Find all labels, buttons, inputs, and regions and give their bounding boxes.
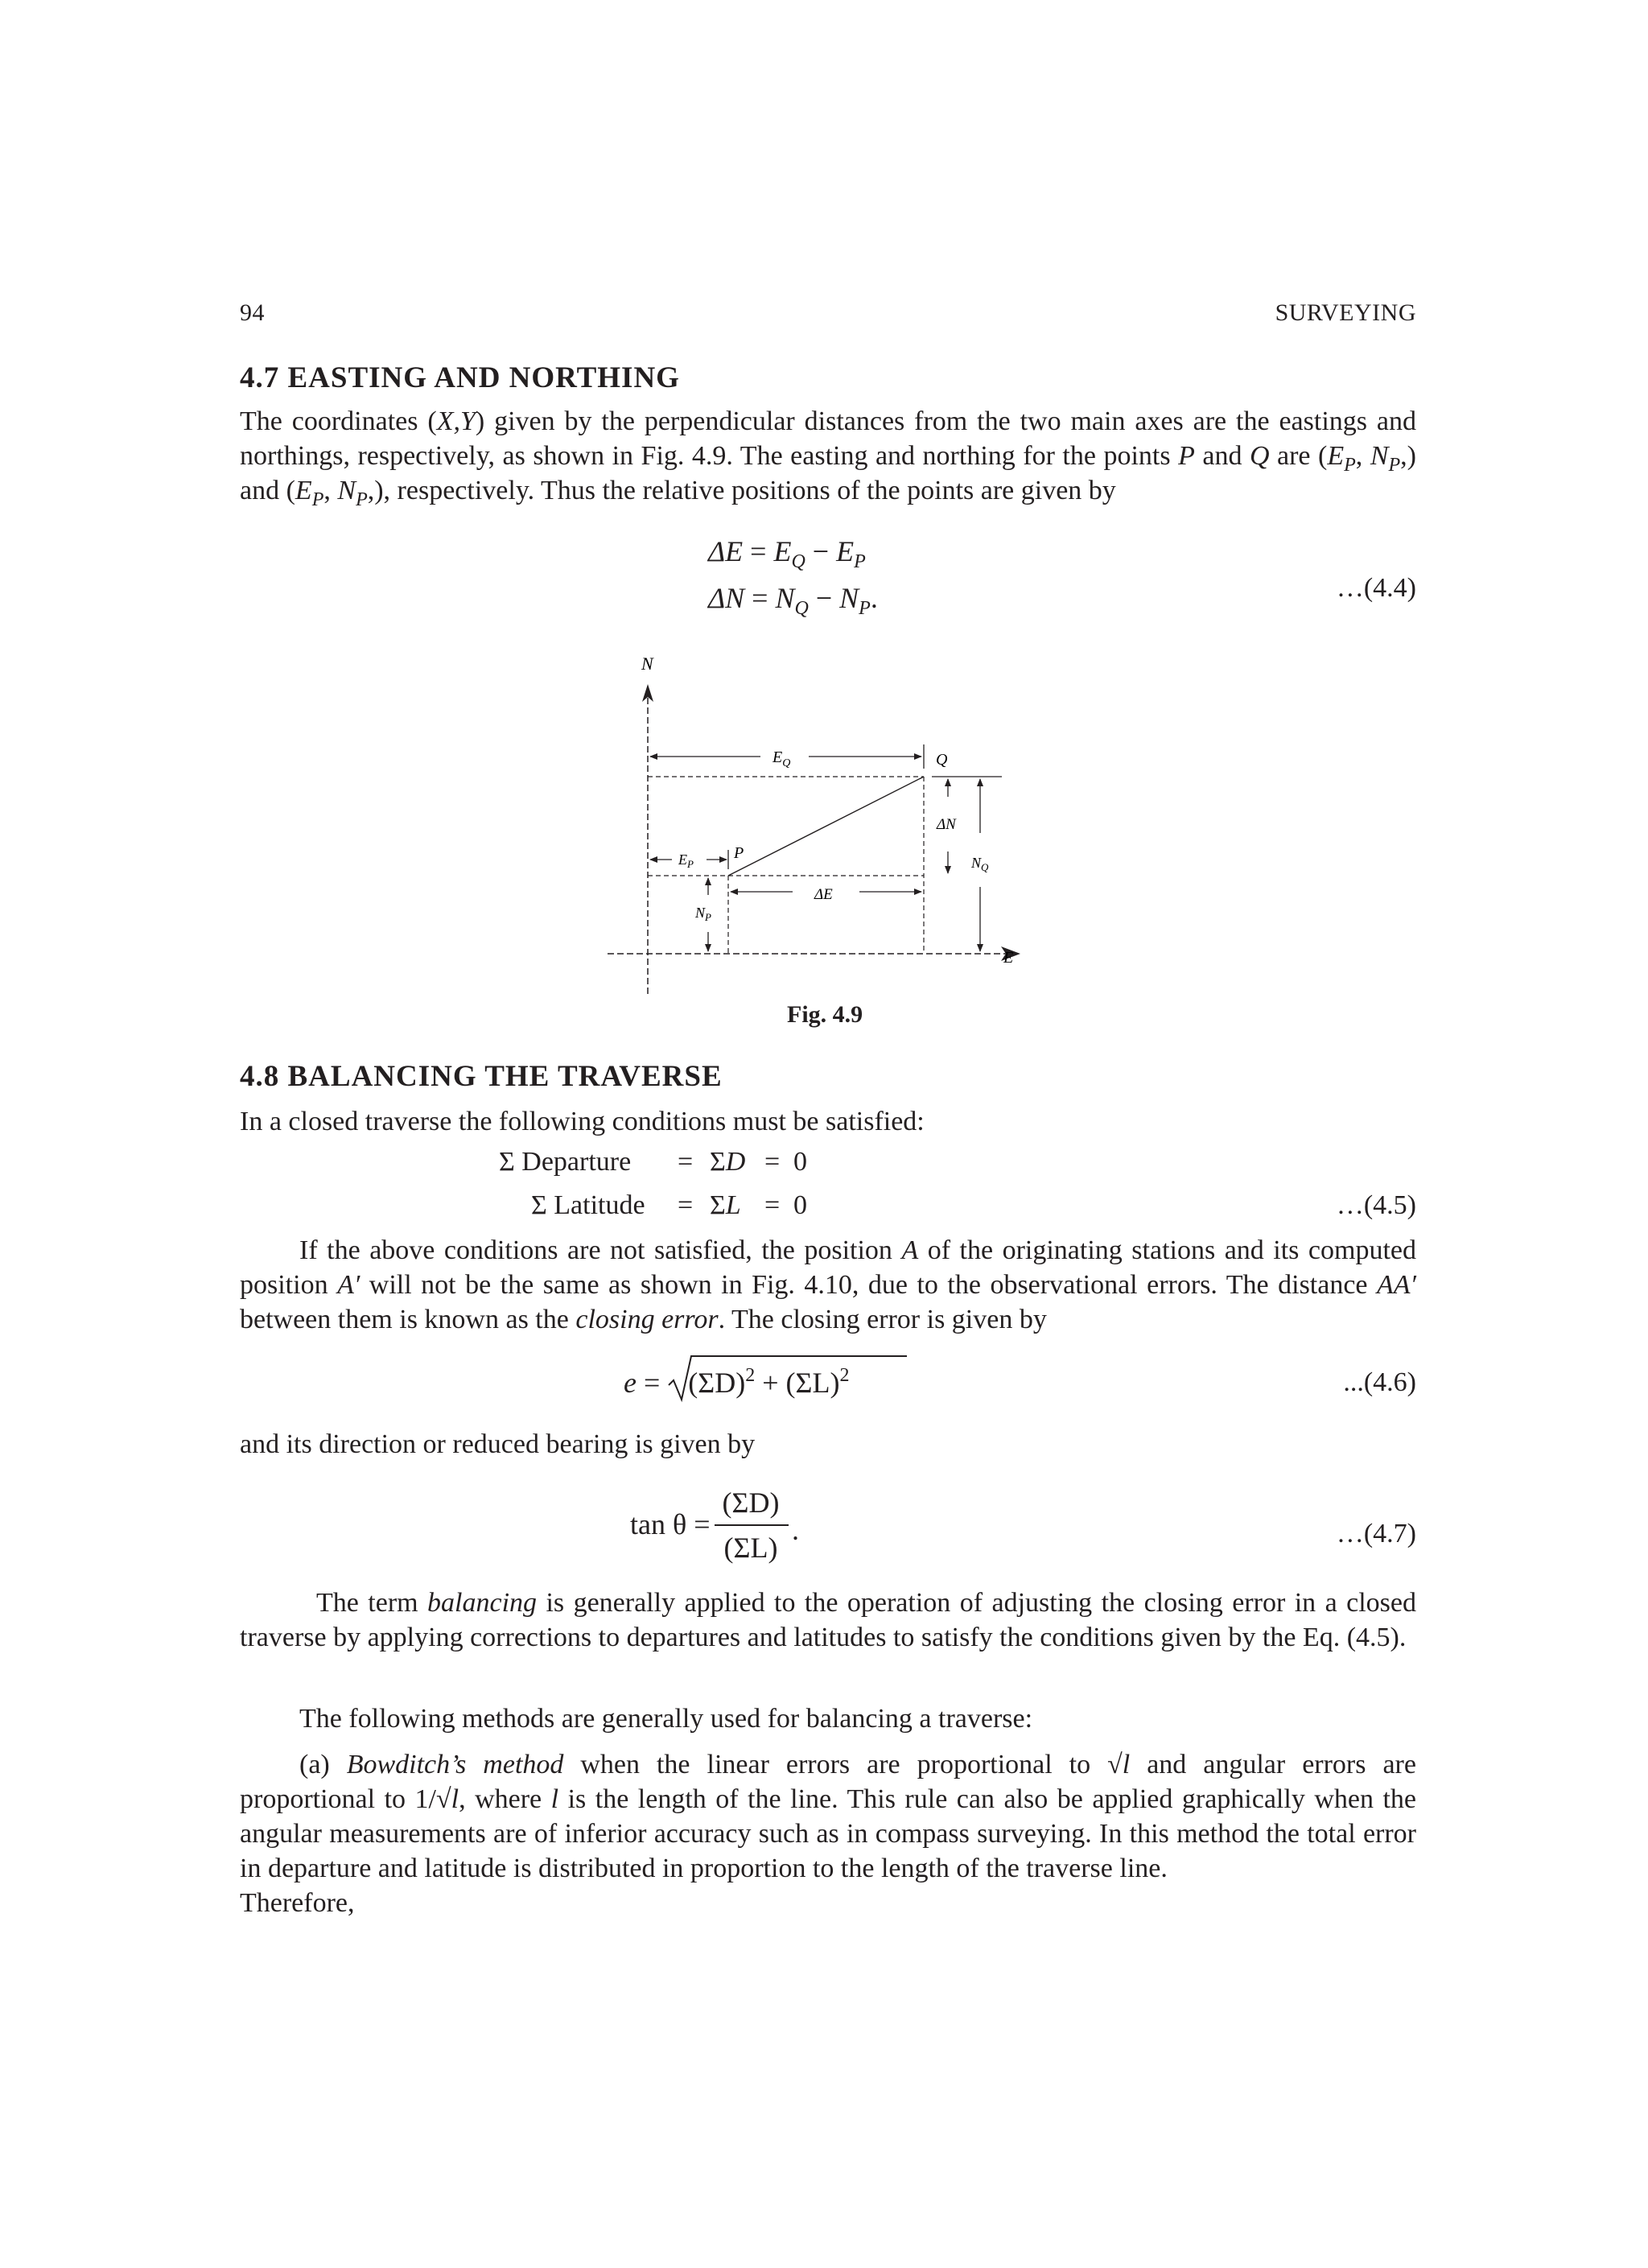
page-number: 94: [240, 299, 265, 326]
section-heading-4-7: 4.7 EASTING AND NORTHING: [240, 361, 680, 394]
equation-4-7-period: .: [792, 1514, 799, 1546]
point-q-label: Q: [936, 751, 948, 769]
north-label: N: [641, 654, 653, 674]
nq-label: $N_Q$: [971, 855, 989, 873]
equation-number-4-5: …(4.5): [1336, 1190, 1416, 1220]
paragraph-closed-traverse: In a closed traverse the following conditions must be satisfied:: [240, 1107, 925, 1136]
figure-4-9: [595, 644, 1030, 998]
paragraph-balancing: The term balancing is generally applied to the operation of adjusting the closing error in a closed traverse by applying corrections to departures and latitudes to satisfy the conditions given by the Eq. (4.5).: [240, 1588, 1416, 1652]
equation-number-4-6: ...(4.6): [1343, 1367, 1416, 1397]
eq-label: $E_Q$: [772, 748, 791, 769]
point-p-label: P: [734, 844, 744, 862]
ep-label: $E_P$: [678, 852, 694, 870]
dn-label: ΔN: [937, 816, 956, 833]
paragraph-bowditch: (a) Bowditch’s method when the linear errors are proportional to √l and angular errors are proportional to 1/√l, where l is the length of the line. This rule can also be applied graphically when the angular measurements are of inferior accuracy such as in compass surveying. In this method the total error in departure and latitude is distributed in proportion to the length of the traverse line. Therefore,: [240, 1750, 1416, 1918]
section-heading-4-8: 4.8 BALANCING THE TRAVERSE: [240, 1060, 723, 1093]
paragraph-methods: The following methods are generally used for balancing a traverse:: [299, 1704, 1033, 1734]
fraction-bar: [715, 1524, 789, 1526]
equation-4-4-line-1: $\Delta E = E_Q - E_P$: [708, 535, 866, 572]
equation-4-7-denominator: (ΣL): [723, 1532, 778, 1564]
equation-4-4-line-2: $\Delta N = N_Q - N_P$.: [708, 582, 878, 619]
paragraph-coordinates: The coordinates (X,Y) given by the perpendicular distances from the two main axes are the eastings and northings, respectively, as shown in Fig. 4.9. The easting and northing for the points P and Q are ($E_P$, $N_P$,) and ($E_P$, $N_P$,), respectively. Thus the relative positions of the points are given by: [240, 406, 1416, 510]
paragraph-direction: and its direction or reduced bearing is given by: [240, 1429, 756, 1459]
equation-4-7-lhs: tan θ =: [630, 1508, 711, 1540]
np-label: $N_P$: [695, 905, 711, 923]
line-pq: [728, 777, 924, 876]
equation-4-6: e = $(\Sigma D)^2 + (\Sigma L)^2$: [624, 1366, 849, 1400]
square-root-sign-icon: [667, 1353, 908, 1404]
figure-caption: Fig. 4.9: [787, 1001, 863, 1028]
equation-number-4-7: …(4.7): [1336, 1519, 1416, 1548]
equation-number-4-4: …(4.4): [1336, 573, 1416, 603]
running-title: SURVEYING: [1275, 299, 1416, 326]
equation-4-7-numerator: (ΣD): [722, 1487, 780, 1519]
de-label: ΔE: [814, 886, 833, 903]
paragraph-closing-error: If the above conditions are not satisfied, the position A of the originating stations and its computed position A′ will not be the same as shown in Fig. 4.10, due to the observational errors. The distance AA′ between them is known as the closing error. The closing error is given by: [240, 1235, 1416, 1334]
east-label: E: [1003, 949, 1014, 967]
